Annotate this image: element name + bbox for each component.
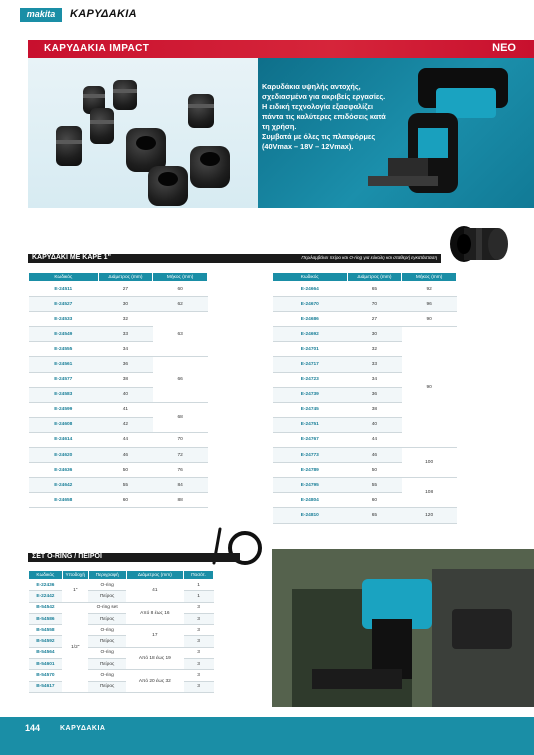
diameter-value: 36 xyxy=(98,357,153,372)
table-row xyxy=(29,448,208,463)
diameter-value: 50 xyxy=(347,463,402,478)
diameter-value: 38 xyxy=(347,402,402,417)
diameter-value: 34 xyxy=(98,342,153,357)
banner-title: ΚΑΡΥΔΑΚΙΑ IMPACT xyxy=(44,43,150,54)
makita-logo xyxy=(20,8,62,22)
diameter-value: 34 xyxy=(347,372,402,387)
page-footer xyxy=(0,717,534,755)
length-value: 90 xyxy=(402,312,457,327)
length-value: 70 xyxy=(153,432,208,447)
length-value: 120 xyxy=(402,508,457,523)
column-header: Περιγραφή xyxy=(88,571,126,580)
table-row xyxy=(273,297,457,312)
length-value: 63 xyxy=(153,312,208,357)
column-header: Κωδικός xyxy=(29,571,63,580)
part-code: E-24642 xyxy=(29,478,99,493)
column-header: Μήκος (mm) xyxy=(153,273,208,282)
table-row xyxy=(273,282,457,297)
part-code: B-54592 xyxy=(29,636,63,647)
section-header-orings xyxy=(28,553,240,562)
description-value: Πείρος xyxy=(88,659,126,670)
part-code: B-54570 xyxy=(29,670,63,681)
banner xyxy=(28,40,534,58)
part-code: E-24717 xyxy=(273,357,348,372)
sockets-table-left xyxy=(28,272,208,508)
description-value: O-ring xyxy=(88,625,126,636)
part-code: E-24608 xyxy=(29,417,99,432)
sockets-table-right xyxy=(272,272,457,524)
section-title: ΚΑΡΥΔΑΚΙ ΜΕ ΚΑΡΕ 1" xyxy=(32,253,111,261)
quantity-value: 3 xyxy=(184,670,214,681)
part-code: E-24804 xyxy=(273,493,348,508)
socket-image xyxy=(148,166,188,206)
section-note: Περιλαμβάνει πείρο και O-ring για εύκολη και σταθερή εγκατάσταση xyxy=(301,255,437,260)
table-row xyxy=(29,636,214,647)
table-row xyxy=(273,478,457,493)
diameter-value: 40 xyxy=(347,417,402,432)
diameter-value: 36 xyxy=(347,387,402,402)
table-row xyxy=(29,681,214,692)
quantity-value: 3 xyxy=(184,659,214,670)
diameter-value: 65 xyxy=(347,508,402,523)
description-value: O-ring xyxy=(88,647,126,658)
table-row xyxy=(273,327,457,342)
diameter-value: 44 xyxy=(347,432,402,447)
part-code: B-54564 xyxy=(29,647,63,658)
quantity-value: 3 xyxy=(184,681,214,692)
hero-line: σχεδιασμένα για ακριβείς εργασίες. xyxy=(262,92,386,101)
description-value: O-ring xyxy=(88,580,126,591)
diameter-value: 50 xyxy=(98,463,153,478)
part-code: B-54558 xyxy=(29,625,63,636)
diameter-value: 33 xyxy=(98,327,153,342)
hero-line: πάντα τις καλύτερες επιδόσεις κατά xyxy=(262,112,386,121)
hero-description xyxy=(262,82,447,152)
hero-line: Συμβατά με όλες τις πλατφόρμες xyxy=(262,132,376,141)
table-row xyxy=(273,508,457,523)
description-value: Πείρος xyxy=(88,636,126,647)
part-code: E-24810 xyxy=(273,508,348,523)
part-code: E-24511 xyxy=(29,282,99,297)
socket-image xyxy=(56,126,82,166)
part-code: E-24583 xyxy=(29,387,99,402)
diameter-value: 55 xyxy=(98,478,153,493)
table-row xyxy=(273,312,457,327)
part-code: E-24527 xyxy=(29,297,99,312)
table-row xyxy=(29,647,214,658)
drive-value: 1" xyxy=(62,580,88,603)
orings-table xyxy=(28,570,214,693)
socket-image xyxy=(90,108,114,144)
part-code: E-24789 xyxy=(273,463,348,478)
quantity-value: 1 xyxy=(184,580,214,591)
logo-text: makita xyxy=(26,9,56,19)
diameter-value: 55 xyxy=(347,478,402,493)
table-row xyxy=(29,493,208,508)
diameter-value: 41 xyxy=(126,580,184,603)
part-code: E-24739 xyxy=(273,387,348,402)
column-header: Υποδοχή xyxy=(62,571,88,580)
drive-value: 1/2" xyxy=(62,602,88,692)
part-code: B-54542 xyxy=(29,602,63,613)
part-code: E-24745 xyxy=(273,402,348,417)
part-code: E-24670 xyxy=(273,297,348,312)
diameter-value: 17 xyxy=(126,625,184,648)
quantity-value: 3 xyxy=(184,647,214,658)
socket-image xyxy=(190,146,230,188)
table-row xyxy=(29,602,214,613)
table-row xyxy=(29,463,208,478)
quantity-value: 3 xyxy=(184,625,214,636)
length-value: 60 xyxy=(153,282,208,297)
top-header xyxy=(0,0,534,28)
length-value: 84 xyxy=(153,478,208,493)
table-row xyxy=(29,297,208,312)
diameter-value: 46 xyxy=(347,448,402,463)
length-value: 92 xyxy=(402,282,457,297)
column-header: Ποσότ. xyxy=(184,571,214,580)
length-value: 62 xyxy=(153,297,208,312)
part-code: E-24664 xyxy=(273,282,348,297)
socket-image xyxy=(188,94,214,128)
part-code: E-24773 xyxy=(273,448,348,463)
table-row xyxy=(29,659,214,670)
length-value: 108 xyxy=(402,478,457,508)
column-header: Διάμετρος (mm) xyxy=(347,273,402,282)
quantity-value: 3 xyxy=(184,602,214,613)
column-header: Διάμετρος (mm) xyxy=(98,273,153,282)
diameter-value: 30 xyxy=(347,327,402,342)
diameter-value: 60 xyxy=(98,493,153,508)
part-code: E-22442 xyxy=(29,591,63,602)
diameter-value: 32 xyxy=(98,312,153,327)
part-code: E-24549 xyxy=(29,327,99,342)
diameter-value: Από 18 έως 19 xyxy=(126,647,184,670)
worker-photo-image xyxy=(272,549,534,707)
usage-photo xyxy=(272,549,534,707)
hero-line: τη χρήση. xyxy=(262,122,297,131)
length-value: 72 xyxy=(153,448,208,463)
length-value: 96 xyxy=(402,297,457,312)
table-row xyxy=(29,312,208,327)
part-code: B-54601 xyxy=(29,659,63,670)
page-title: ΚΑΡΥΔΑΚΙΑ xyxy=(70,8,137,20)
description-value: O-ring xyxy=(88,670,126,681)
part-code: E-24692 xyxy=(273,327,348,342)
part-code: E-24636 xyxy=(29,463,99,478)
diameter-value: 30 xyxy=(98,297,153,312)
diameter-value: 32 xyxy=(347,342,402,357)
diameter-value: 33 xyxy=(347,357,402,372)
column-header: Μήκος (mm) xyxy=(402,273,457,282)
part-code: E-24658 xyxy=(29,493,99,508)
diameter-value: Από 20 έως 32 xyxy=(126,670,184,693)
column-header: Διάμετρος (mm) xyxy=(126,571,184,580)
diameter-value: 65 xyxy=(347,282,402,297)
part-code: E-24686 xyxy=(273,312,348,327)
diameter-value: 41 xyxy=(98,402,153,417)
table-row xyxy=(29,613,214,624)
quantity-value: 3 xyxy=(184,636,214,647)
diameter-value: 46 xyxy=(98,448,153,463)
column-header: Κωδικός xyxy=(29,273,99,282)
section-title: ΣΕΤ O-RING / ΠΕΙΡΟΙ xyxy=(32,552,102,560)
diameter-value: 70 xyxy=(347,297,402,312)
length-value: 88 xyxy=(153,493,208,508)
diameter-value: Από 8 έως 16 xyxy=(126,602,184,625)
diameter-value: 44 xyxy=(98,432,153,447)
part-code: E-24614 xyxy=(29,432,99,447)
length-value: 76 xyxy=(153,463,208,478)
part-code: E-24795 xyxy=(273,478,348,493)
description-value: Πείρος xyxy=(88,613,126,624)
part-code: E-24533 xyxy=(29,312,99,327)
part-code: B-54586 xyxy=(29,613,63,624)
table-row xyxy=(273,448,457,463)
description-value: O-ring set xyxy=(88,602,126,613)
diameter-value: 60 xyxy=(347,493,402,508)
part-code: E-24767 xyxy=(273,432,348,447)
quantity-value: 3 xyxy=(184,613,214,624)
large-socket-image xyxy=(446,224,510,264)
page-number: 144 xyxy=(25,723,41,733)
part-code: E-22436 xyxy=(29,580,63,591)
table-row xyxy=(29,625,214,636)
section-header-sockets xyxy=(28,254,441,263)
description-value: Πείρος xyxy=(88,591,126,602)
table-row xyxy=(29,357,208,372)
diameter-value: 40 xyxy=(98,387,153,402)
part-code: E-24555 xyxy=(29,342,99,357)
length-value: 68 xyxy=(153,402,208,432)
length-value: 66 xyxy=(153,357,208,402)
part-code: E-24577 xyxy=(29,372,99,387)
diameter-value: 38 xyxy=(98,372,153,387)
part-code: E-24620 xyxy=(29,448,99,463)
part-code: E-24723 xyxy=(273,372,348,387)
table-row xyxy=(29,432,208,447)
socket-image xyxy=(113,80,137,110)
description-value: Πείρος xyxy=(88,681,126,692)
hero-line: Η ειδική τεχνολογία εξασφαλίζει xyxy=(262,102,373,111)
length-value: 90 xyxy=(402,327,457,448)
new-badge: ΝΕΟ xyxy=(492,42,516,54)
table-row xyxy=(29,478,208,493)
part-code: E-24751 xyxy=(273,417,348,432)
part-code: E-24701 xyxy=(273,342,348,357)
diameter-value: 42 xyxy=(98,417,153,432)
length-value: 100 xyxy=(402,448,457,478)
diameter-value: 27 xyxy=(347,312,402,327)
table-row xyxy=(29,670,214,681)
hero-line: Καρυδάκια υψηλής αντοχής, xyxy=(262,82,361,91)
diameter-value: 27 xyxy=(98,282,153,297)
part-code: B-54617 xyxy=(29,681,63,692)
column-header: Κωδικός xyxy=(273,273,348,282)
table-row xyxy=(29,591,214,602)
part-code: E-24561 xyxy=(29,357,99,372)
quantity-value: 1 xyxy=(184,591,214,602)
table-row xyxy=(29,402,208,417)
table-row xyxy=(29,282,208,297)
hero-image xyxy=(28,58,534,208)
table-row xyxy=(29,580,214,591)
footer-title: ΚΑΡΥΔΑΚΙΑ xyxy=(60,725,106,732)
part-code: E-24599 xyxy=(29,402,99,417)
hero-line: (40Vmax – 18V – 12Vmax). xyxy=(262,142,354,151)
